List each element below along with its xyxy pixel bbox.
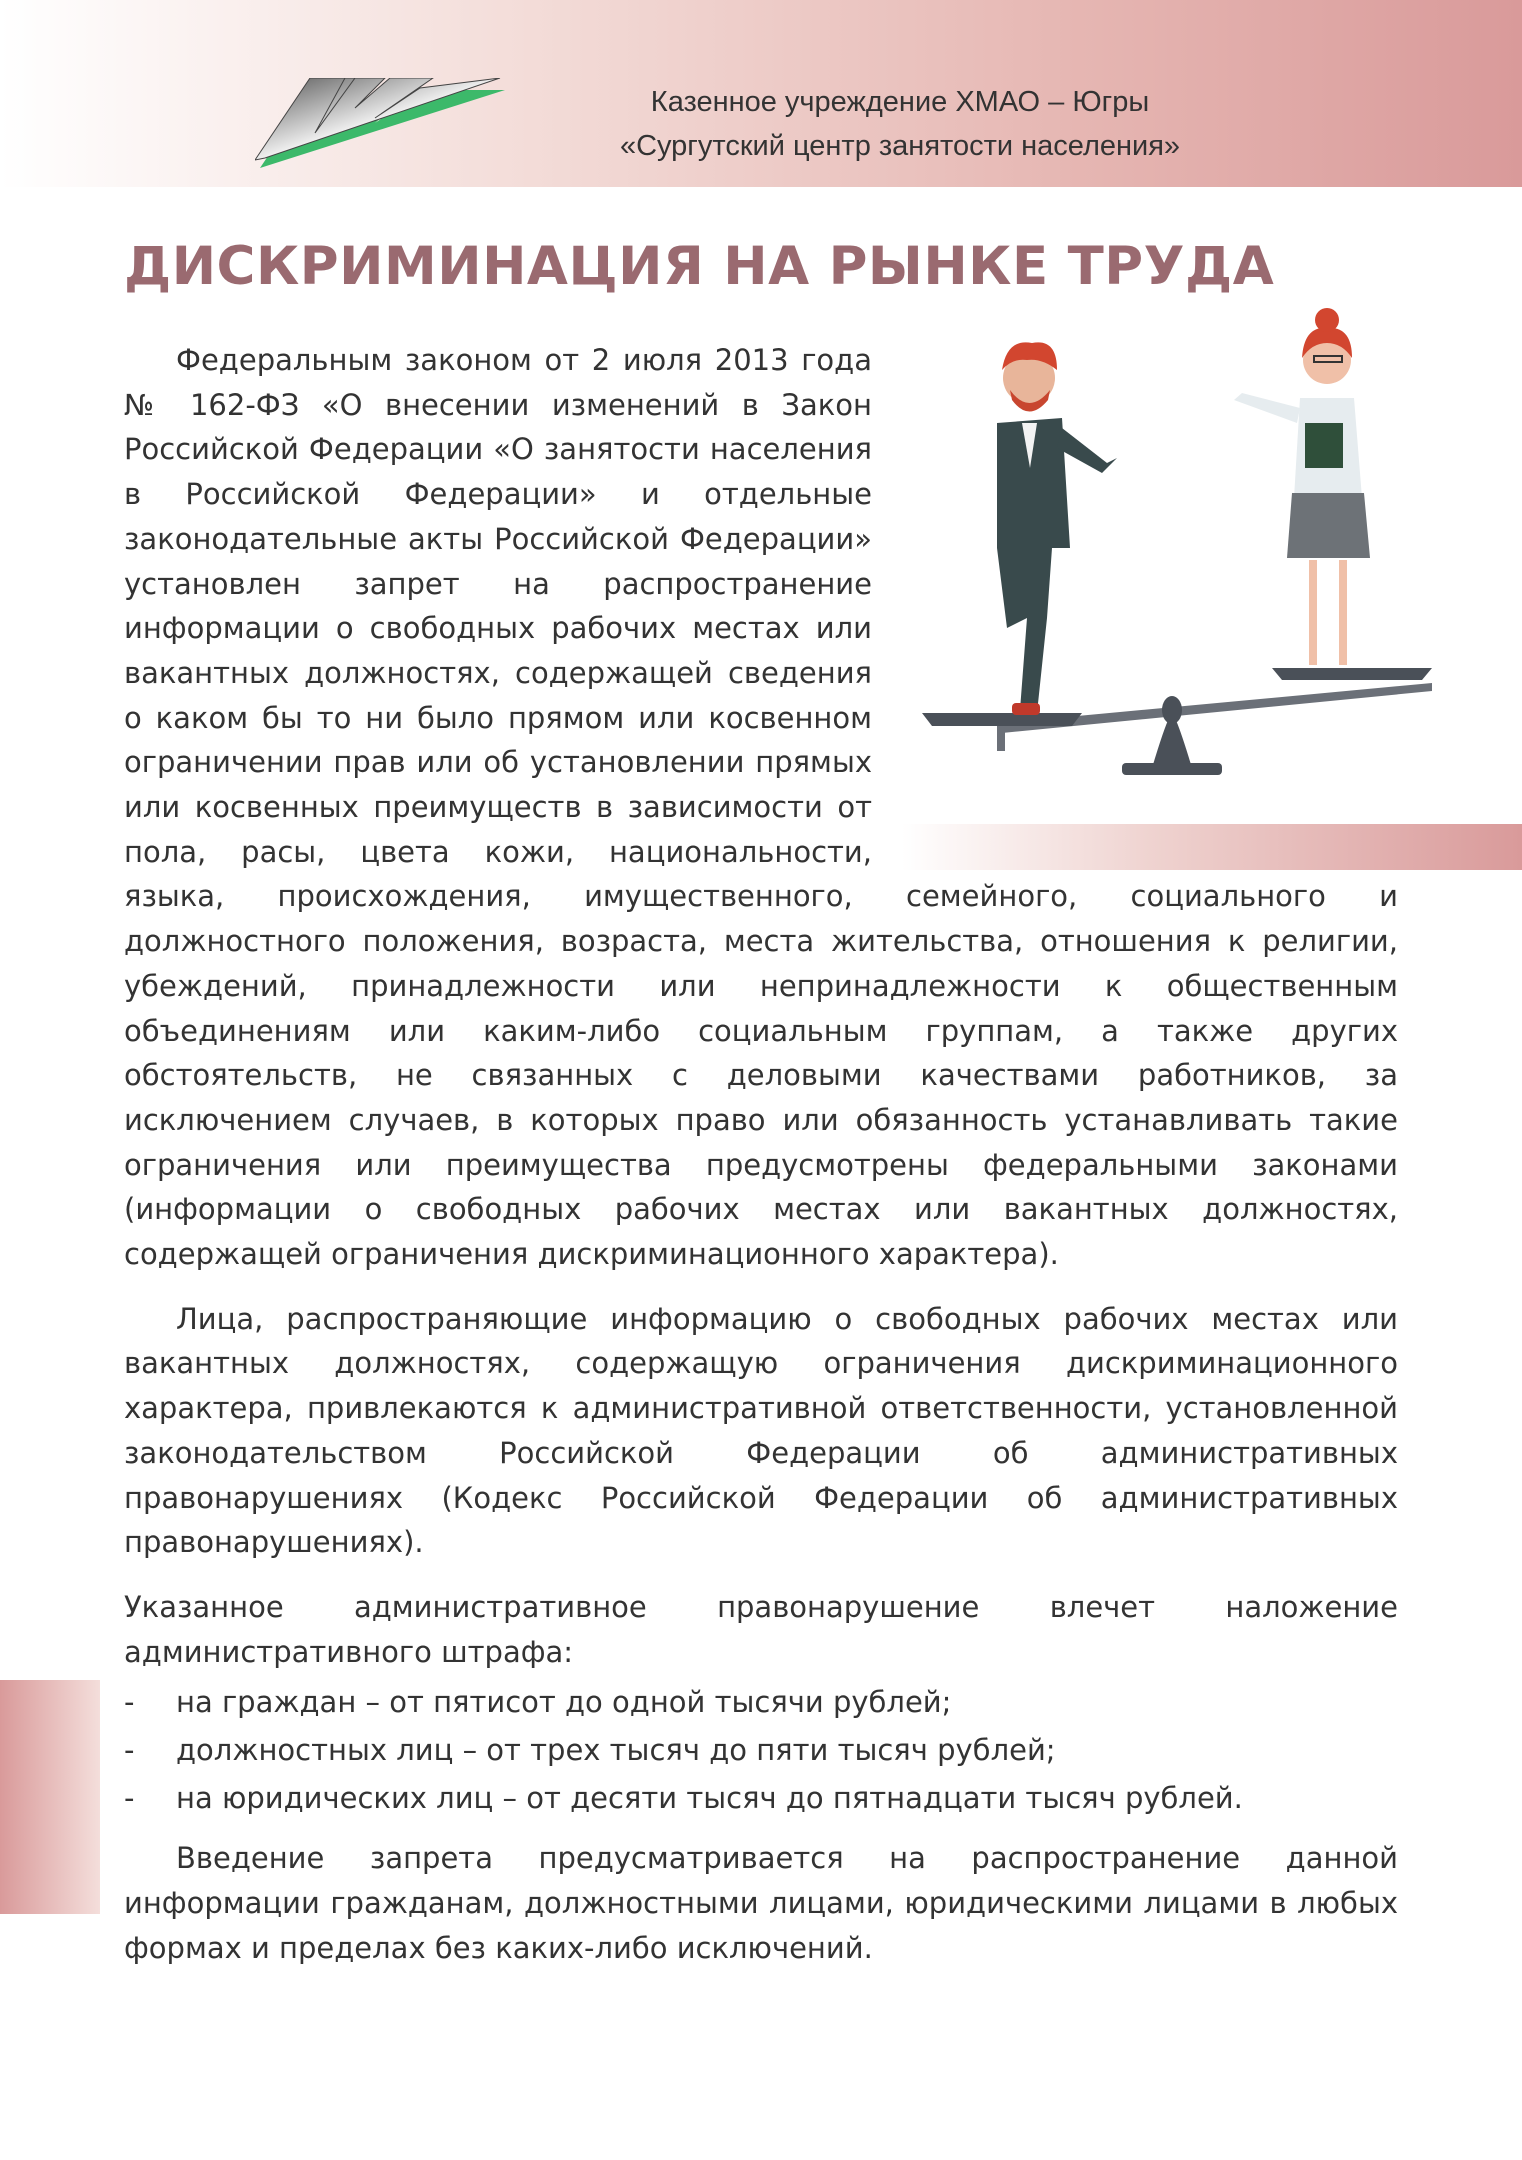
paragraph-liability: Лица, распространяющие информацию о свободных рабочих местах или вакантных должностях, содержащую ограничения дискриминационного характера, привлекаются к административной ответственности, установленной законодательством Российской Федерации об административных правонарушениях (Кодекс Российской Федерации об административных правонарушениях). (124, 1301, 1398, 1560)
list-item (124, 1774, 1398, 1822)
organization-name (520, 80, 1280, 168)
fines-list (124, 1678, 1398, 1822)
list-dash: - (124, 1733, 135, 1768)
paragraph-ban-scope: Введение запрета предусматривается на распространение данной информации гражданам, должностными лицами, юридическими лицами в любых формах и пределах без каких-либо исключений. (124, 1841, 1398, 1965)
list-item-text: на граждан – от пятисот до одной тысячи рублей; (176, 1685, 952, 1720)
list-item (124, 1726, 1398, 1774)
organization-line-2: «Сургутский центр занятости населения» (619, 130, 1181, 162)
list-item-text: на юридических лиц – от десяти тысяч до пятнадцати тысяч рублей. (176, 1781, 1243, 1816)
paragraph-fine-intro: Указанное административное правонарушение влечет наложение административного штрафа: (124, 1589, 1398, 1669)
list-dash: - (124, 1685, 135, 1720)
paragraph-law: Федеральным законом от 2 июля 2013 года № 162-ФЗ «О внесении изменений в Закон Российской Федерации «О занятости населения в Российской Федерации» и отдельные законодательные акты Российской Федерации» установлен запрет на распространение информации о свободных рабочих местах или вакантных должностях, содержащей сведения о каком бы то ни было прямом или косвенном ограничении прав или об установлении прямых или косвенных преимуществ в зависимости от пола, расы, цвета кожи, национальности, языка, происхождения, имущественного, семейного, социального и должностного положения, возраста, места жительства, отношения к религии, убеждений, принадлежности или непринадлежности к общественным объединениям или каким-либо социальным группам, а также других обстоятельств, не связанных с деловыми качествами работников, за исключением случаев, в которых право или обязанность устанавливать такие ограничения или преимущества предусмотрены федеральными законами (информации о свободных рабочих местах или вакантных должностях, содержащей ограничения дискриминационного характера). (124, 343, 1398, 1272)
illustration (902, 298, 1522, 870)
list-item (124, 1678, 1398, 1726)
organization-line-1: Казенное учреждение ХМАО – Югры (650, 86, 1150, 118)
man-and-woman-on-scales-icon (902, 298, 1522, 838)
page-title: ДИСКРИМИНАЦИЯ НА РЫНКЕ ТРУДА (124, 236, 1275, 297)
list-dash: - (124, 1781, 135, 1816)
document-body (124, 338, 1398, 1971)
employment-center-logo-icon (255, 78, 505, 168)
decorative-side-bar (0, 1680, 100, 1914)
list-item-text: должностных лиц – от трех тысяч до пяти тысяч рублей; (176, 1733, 1056, 1768)
header-banner (0, 0, 1522, 187)
